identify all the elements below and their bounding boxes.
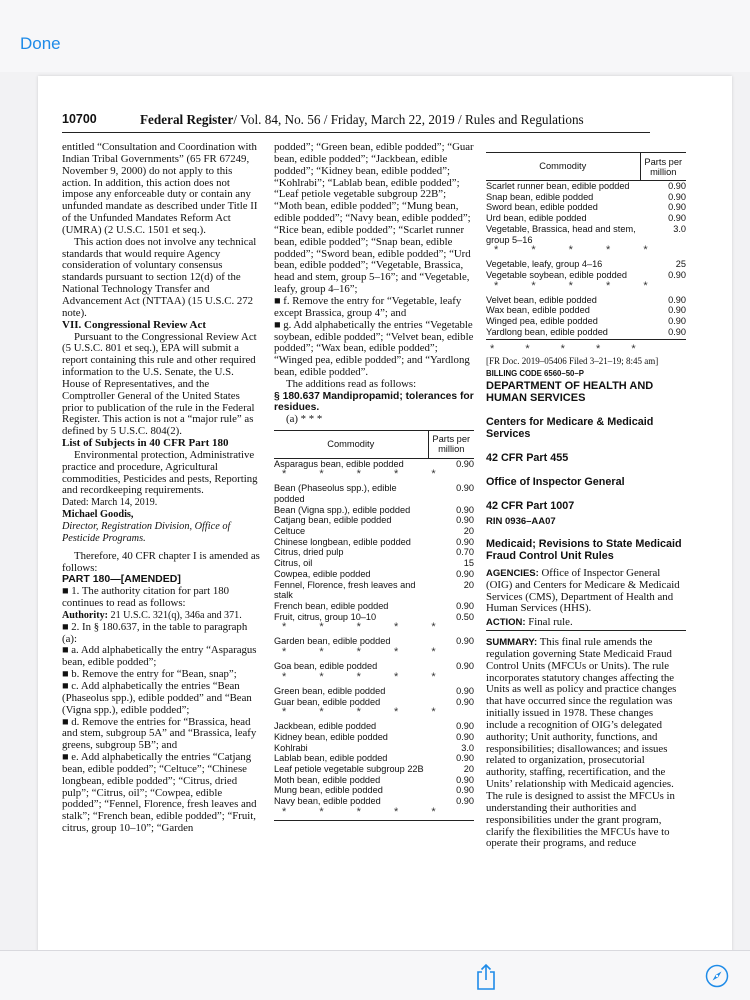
omission-row (274, 707, 474, 721)
top-toolbar (0, 0, 750, 72)
commodity-header: Commodity (274, 430, 428, 458)
rule-title: Medicaid; Revisions to State Medicaid Fraud Control Unit Rules (486, 537, 682, 562)
tolerance-value: 0.90 (456, 536, 474, 547)
agency-heading: Centers for Medicare & Medicaid Services (486, 415, 654, 440)
authority-line (62, 610, 262, 622)
tolerance-value: 0.90 (456, 796, 474, 807)
tolerance-value: 0.90 (668, 269, 686, 280)
omission-stars: * * * * * (282, 670, 451, 683)
paragraph: podded”; “Green bean, edible podded”; “Guar bean, edible podded”; “Jackbean, edible podded”; “Kidney bean, edible podded”; “Kohlrabi”; “Lablab bean, edible podded”; “Leaf petiole vegetable subgroup 22B”; “Moth bean, edible podded”; “Mung bean, edible podded”; “Navy bean, edible podded”; “Rice bean, edible podded”; “Scarlet runner bean, edible podded”; “Snap bean, edible podded”; “Sword bean, edible podded”; “Urd bean, edible podded”; “Vegetable, Brassica, head and stem, group 5–16”; and “Vegetable, leafy, group 4–16”; (274, 141, 474, 296)
document-page (38, 76, 732, 952)
omission-row (486, 245, 686, 259)
billing-code: BILLING CODE 6560–50–P (486, 369, 584, 379)
tolerance-table (274, 430, 474, 822)
table-row (274, 732, 474, 743)
table-row (274, 753, 474, 764)
tolerance-value: 20 (463, 526, 474, 537)
paragraph: This action does not involve any technical standards that would require Agency consideration of voluntary consensus standards pursuant to section 12(d) of the National Technology Transfer and Advancement Act (NTTAA) (15 U.S.C. 272 note). (62, 235, 257, 319)
commodity-name: Guar bean, edible podded (274, 696, 381, 707)
amendment-item: ■ f. Remove the entry for “Vegetable, leafy except Brassica, group 4”; and (274, 294, 462, 319)
tolerance-value: 0.90 (668, 202, 686, 213)
running-head (140, 112, 584, 128)
commodity-name: Bean (Phaseolus spp.), edible podded (274, 483, 397, 504)
cfr-part: 42 CFR Part 1007 (486, 499, 575, 512)
table-row (274, 558, 474, 569)
tolerance-value: 0.90 (456, 785, 474, 796)
tolerance-value: 0.70 (456, 547, 474, 558)
column-2 (274, 142, 474, 823)
table-row (274, 721, 474, 732)
table-row (274, 483, 474, 504)
tolerance-value: 20 (463, 764, 474, 775)
paragraph: Pursuant to the Congressional Review Act (5 U.S.C. 801 et seq.), EPA will submit a report containing this rule and other required information to the U.S. Senate, the U.S. House of Representatives, and the Comptroller General of the United States prior to publication of the rule in the Federal Register. This action is not a “major rule” as defined by 5 U.S.C. 804(2). (62, 330, 257, 438)
amendment-item: ■ d. Remove the entries for “Brassica, head and stem, subgroup 5A” and “Brassica, leafy greens, subgroup 5B”; and (62, 715, 257, 752)
amendment-item: ■ c. Add alphabetically the entries “Bean (Phaseolus spp.), edible podded” and “Bean (Vigna spp.), edible podded”; (62, 679, 252, 716)
column-1 (62, 142, 262, 835)
section-heading: List of Subjects in 40 CFR Part 180 (62, 437, 229, 450)
tolerance-value: 25 (675, 259, 686, 270)
ppm-header: Parts per million (428, 430, 474, 458)
table-row (486, 305, 686, 316)
table-row (274, 526, 474, 537)
table-row (274, 686, 474, 697)
tolerance-value: 20 (463, 579, 474, 590)
share-icon[interactable] (475, 963, 497, 991)
signer-name: Michael Goodis, (62, 509, 134, 521)
paragraph: Therefore, 40 CFR chapter I is amended as follows: (62, 549, 260, 574)
commodity-name: Scarlet runner bean, edible podded (486, 181, 630, 191)
fr-doc-line: [FR Doc. 2019–05406 Filed 3–21–19; 8:45 am] (486, 356, 659, 367)
journal-name: Federal Register (140, 112, 234, 127)
summary-block (486, 637, 686, 850)
table-row (486, 295, 686, 306)
paragraph: Environmental protection, Administrative practice and procedure, Agricultural commodities, Pesticides and pests, Reporting and recordkeeping requirements. (62, 448, 258, 497)
tolerance-value: 0.90 (456, 685, 474, 696)
table-row (274, 515, 474, 526)
omission-stars: * * * * * (494, 279, 663, 292)
amendment-item: ■ 2. In § 180.637, in the table to paragraph (a): (62, 620, 248, 645)
omission-row (274, 672, 474, 686)
section-heading: § 180.637 Mandipropamid; tolerances for residues. (274, 390, 474, 414)
table-row (486, 181, 686, 192)
commodity-name: Garden bean, edible podded (274, 636, 391, 647)
omission-row (274, 469, 474, 483)
omission-stars: * * * * * (282, 646, 451, 659)
tolerance-value: 0.90 (668, 213, 686, 224)
paragraph: The additions read as follows: (286, 377, 417, 390)
commodity-name: Asparagus bean, edible podded (274, 458, 404, 469)
table-row (274, 785, 474, 796)
tolerance-value: 0.90 (668, 316, 686, 327)
tolerance-value: 0.90 (456, 753, 474, 764)
table-body (486, 181, 686, 340)
commodity-name: Mung bean, edible podded (274, 785, 383, 796)
omission-row (274, 647, 474, 661)
table-row (274, 580, 474, 601)
commodity-name: Vegetable, Brassica, head and stem, group 5–16 (486, 223, 636, 245)
issue-details: / Vol. 84, No. 56 / Friday, March 22, 2019 / Rules and Regulations (233, 112, 584, 127)
tolerance-value: 0.90 (456, 731, 474, 742)
rin-line: RIN 0936–AA07 (486, 515, 556, 527)
commodity-name: Catjang bean, edible podded (274, 515, 392, 526)
commodity-name: Celtuce (274, 526, 306, 537)
commodity-name: Urd bean, edible podded (486, 213, 587, 224)
authority-text: 21 U.S.C. 321(q), 346a and 371. (110, 609, 242, 621)
tolerance-value: 0.90 (456, 696, 474, 707)
tolerance-value: 0.90 (456, 774, 474, 785)
commodity-name: Vegetable, leafy, group 4–16 (486, 259, 603, 270)
table-row (274, 743, 474, 754)
tolerance-value: 0.90 (668, 294, 686, 305)
amendment-item: ■ 1. The authority citation for part 180 continues to read as follows: (62, 585, 230, 610)
bottom-toolbar (0, 950, 750, 1000)
omission-stars: * * * * * (490, 343, 650, 356)
omission-stars: * * * * * (282, 706, 451, 719)
commodity-name: Sword bean, edible podded (486, 202, 598, 213)
amendment-item: ■ e. Add alphabetically the entries “Catjang bean, edible podded”; “Celtuce”; “Chinese longbean, edible podded”; “Citrus, dried pulp”; “Citrus, oil”; “Cowpea, edible podded”; “Fennel, Florence, fresh leaves and stalk”; “French bean, edible podded”; “Fruit, citrus, group 10–10”; “Garden (62, 751, 257, 835)
commodity-name: Yardlong bean, edible podded (486, 327, 640, 340)
cfr-part: 42 CFR Part 455 (486, 451, 569, 464)
section-heading: VII. Congressional Review Act (62, 318, 207, 331)
agencies-text: Office of Inspector General (OIG) and Centers for Medicare & Medicaid Services (CMS), Department of Health and Human Services (HHS). (486, 566, 680, 615)
commodity-name: Cowpea, edible podded (274, 568, 371, 579)
tolerance-value: 0.90 (456, 483, 474, 494)
commodity-name: French bean, edible podded (274, 601, 389, 611)
department-heading: DEPARTMENT OF HEALTH AND HUMAN SERVICES (486, 379, 654, 404)
amendment-item: ■ b. Remove the entry for “Bean, snap”; (62, 668, 237, 681)
summary-label: SUMMARY: (486, 637, 538, 649)
summary-text: This final rule amends the regulation governing State Medicaid Fraud Control Units (MFCUs or Units). The rule incorporates statutory changes affecting the Units as well as policy and practice changes that have occurred since the regulation was initially issued in 1978. These changes include a recognition of OIG’s delegated authority; Unit authority, functions, and responsibilities; disallowances; and issues related to organization, prosecutorial authority, staffing, recertification, and the Units’ relationship with Medicaid agencies. The rule is designed to assist the MFCUs in understanding their authorities and responsibilities under the grant program, clarify the flexibilities the MFCUs have to operate their programs, and reduce (486, 636, 677, 850)
paragraph-a: (a) * * * (286, 412, 323, 425)
omission-stars: * * * * * (282, 468, 451, 481)
commodity-name: Navy bean, edible podded (274, 796, 381, 807)
header-rule (62, 132, 650, 133)
tolerance-value: 0.90 (456, 636, 474, 647)
table-row (274, 547, 474, 558)
agency-heading: Office of Inspector General (486, 475, 625, 488)
tolerance-table (486, 152, 686, 340)
tolerance-value: 0.90 (668, 191, 686, 202)
omission-stars: * * * * * (274, 807, 474, 821)
table-row (486, 192, 686, 203)
signer-title: Director, Registration Division, Office of Pesticide Programs. (62, 521, 231, 544)
commodity-name: Lablab bean, edible podded (274, 753, 388, 764)
tolerance-value: 15 (463, 558, 474, 569)
part-heading: PART 180—[AMENDED] (62, 573, 181, 586)
agencies-label: AGENCIES: (486, 567, 539, 579)
commodity-name: Fennel, Florence, fresh leaves and stalk (274, 579, 416, 601)
tolerance-value: 3.0 (673, 223, 686, 234)
tolerance-value: 0.90 (456, 601, 474, 611)
table-row (274, 764, 474, 775)
commodity-name: Green bean, edible podded (274, 685, 386, 696)
paragraph: entitled “Consultation and Coordination with Indian Tribal Governments” (65 FR 67249, November 9, 2000) do not apply to this action. In addition, this action does not impose any enforceable duty or contain any unfunded mandate as described under Title II of the Unfunded Mandates Reform Act (UMRA) (2 U.S.C. 1501 et seq.). (62, 141, 258, 236)
tolerance-value: 0.90 (456, 515, 474, 526)
done-button[interactable]: Done (20, 34, 61, 53)
table-row (274, 775, 474, 786)
commodity-header: Commodity (486, 153, 640, 181)
tolerance-value: 0.50 (456, 611, 474, 622)
commodity-name: Goa bean, edible podded (274, 661, 378, 672)
tolerance-value: 0.90 (456, 568, 474, 579)
ppm-header: Parts per million (640, 153, 686, 181)
column-3 (486, 142, 686, 850)
omission-row (486, 281, 686, 295)
table-body (274, 458, 474, 821)
action-block (486, 617, 686, 631)
authority-label: Authority: (62, 609, 108, 621)
table-row (274, 537, 474, 548)
tolerance-value: 0.90 (640, 327, 686, 340)
table-row (486, 327, 686, 340)
table-row (486, 316, 686, 327)
compass-icon[interactable] (705, 964, 729, 988)
omission-stars: * * * * * (494, 244, 663, 257)
amendment-item: ■ a. Add alphabetically the entry “Asparagus bean, edible podded”; (62, 644, 257, 669)
commodity-name: Wax bean, edible podded (486, 305, 590, 316)
tolerance-value: 0.90 (456, 458, 474, 469)
action-text: Final rule. (528, 616, 573, 629)
page-header (62, 112, 650, 130)
dated-line: Dated: March 14, 2019. (62, 497, 158, 509)
commodity-name: Citrus, oil (274, 558, 313, 569)
table-row (486, 213, 686, 224)
tolerance-value: 0.90 (668, 181, 686, 191)
commodity-name: Jackbean, edible podded (274, 721, 377, 732)
omission-stars: * * * * * (282, 621, 451, 634)
table-row (486, 259, 686, 270)
commodity-name: Winged pea, edible podded (486, 316, 598, 327)
commodity-name: Snap bean, edible podded (486, 191, 594, 202)
commodity-name: Kidney bean, edible podded (274, 731, 388, 742)
action-label: ACTION: (486, 617, 526, 629)
table-row (486, 202, 686, 213)
table-row (274, 601, 474, 612)
commodity-name: Vegetable soybean, edible podded (486, 269, 627, 280)
tolerance-value: 0.90 (456, 721, 474, 732)
commodity-name: Leaf petiole vegetable subgroup 22B (274, 764, 424, 775)
commodity-name: Chinese longbean, edible podded (274, 536, 411, 547)
tolerance-value: 0.90 (668, 305, 686, 316)
commodity-name: Velvet bean, edible podded (486, 294, 597, 305)
tolerance-value: 0.90 (456, 661, 474, 672)
agencies-block (486, 568, 686, 615)
table-row (486, 224, 686, 245)
tolerance-value: 3.0 (461, 742, 474, 753)
omission-row (274, 807, 474, 821)
omission-row (274, 622, 474, 636)
commodity-name: Moth bean, edible podded (274, 774, 381, 785)
commodity-name: Bean (Vigna spp.), edible podded (274, 504, 411, 515)
amendment-item: ■ g. Add alphabetically the entries “Vegetable soybean, edible podded”; “Velvet bean, edible podded”; “Wax bean, edible podded”; “Winged pea, edible podded”; and “Yardlong bean, edible podded”. (274, 318, 474, 379)
table-row (274, 505, 474, 516)
commodity-name: Kohlrabi (274, 742, 308, 753)
commodity-name: Fruit, citrus, group 10–10 (274, 611, 377, 622)
commodity-name: Citrus, dried pulp (274, 547, 344, 558)
table-row (274, 569, 474, 580)
page-number: 10700 (62, 112, 97, 126)
tolerance-value: 0.90 (456, 504, 474, 515)
